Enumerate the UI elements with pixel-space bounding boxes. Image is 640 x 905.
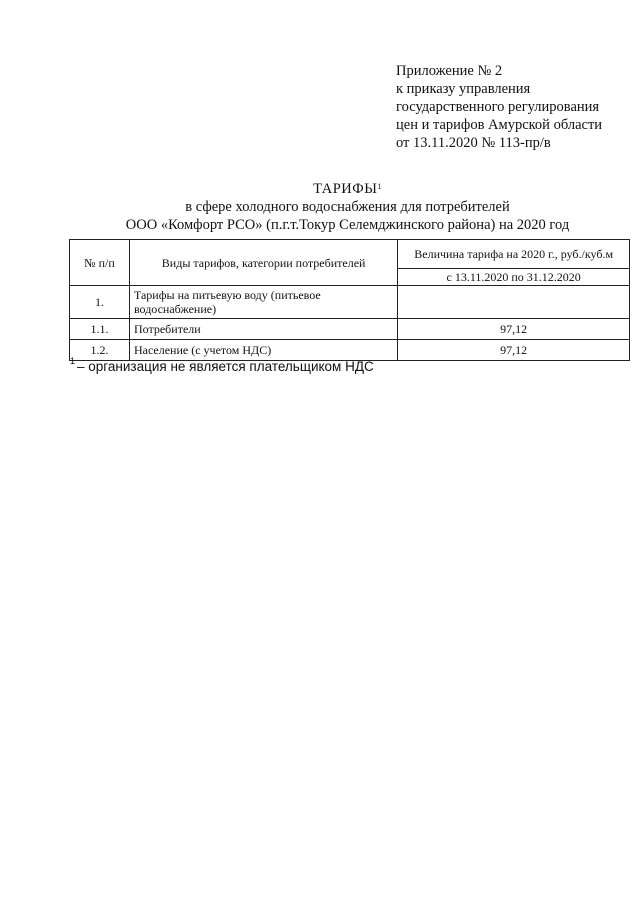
table-header-row: [70, 240, 630, 269]
header-value: Величина тарифа на 2020 г., руб./куб.м: [398, 240, 630, 269]
title-main-line: [60, 180, 635, 198]
row-num: 1.1.: [70, 319, 130, 340]
row-name: Потребители: [129, 319, 397, 340]
footnote: [70, 356, 374, 375]
row-value: [398, 286, 630, 319]
appendix-line: от 13.11.2020 № 113-пр/в: [396, 135, 551, 151]
table-row: [70, 286, 630, 319]
title-line-3: ООО «Комфорт РСО» (п.г.т.Токур Селемджинского района) на 2020 год: [125, 217, 570, 233]
title-footnote-mark: 1: [377, 182, 382, 191]
row-num: 1.2.: [70, 340, 130, 361]
appendix-line: цен и тарифов Амурской области: [396, 117, 603, 133]
footnote-text: – организация не является плательщиком НДС: [77, 359, 374, 374]
title-line-2: в сфере холодного водоснабжения для потребителей: [185, 199, 510, 215]
row-value: 97,12: [398, 340, 630, 361]
appendix-line: Приложение № 2: [396, 63, 503, 79]
document-title: [60, 180, 635, 234]
row-name: Население (с учетом НДС): [129, 340, 397, 361]
table-row: [70, 319, 630, 340]
footnote-mark: 1: [70, 356, 76, 366]
appendix-block: [396, 62, 632, 152]
appendix-line: государственного регулирования: [396, 99, 600, 115]
row-num: 1.: [70, 286, 130, 319]
title-main: ТАРИФЫ: [313, 181, 378, 197]
tariff-table: [69, 239, 630, 361]
header-period: с 13.11.2020 по 31.12.2020: [398, 269, 630, 286]
appendix-line: к приказу управления: [396, 81, 531, 97]
row-value: 97,12: [398, 319, 630, 340]
row-name: Тарифы на питьевую воду (питьевое водоснабжение): [129, 286, 397, 319]
header-name: Виды тарифов, категории потребителей: [129, 240, 397, 286]
table-row: [70, 340, 630, 361]
header-num: № п/п: [70, 240, 130, 286]
